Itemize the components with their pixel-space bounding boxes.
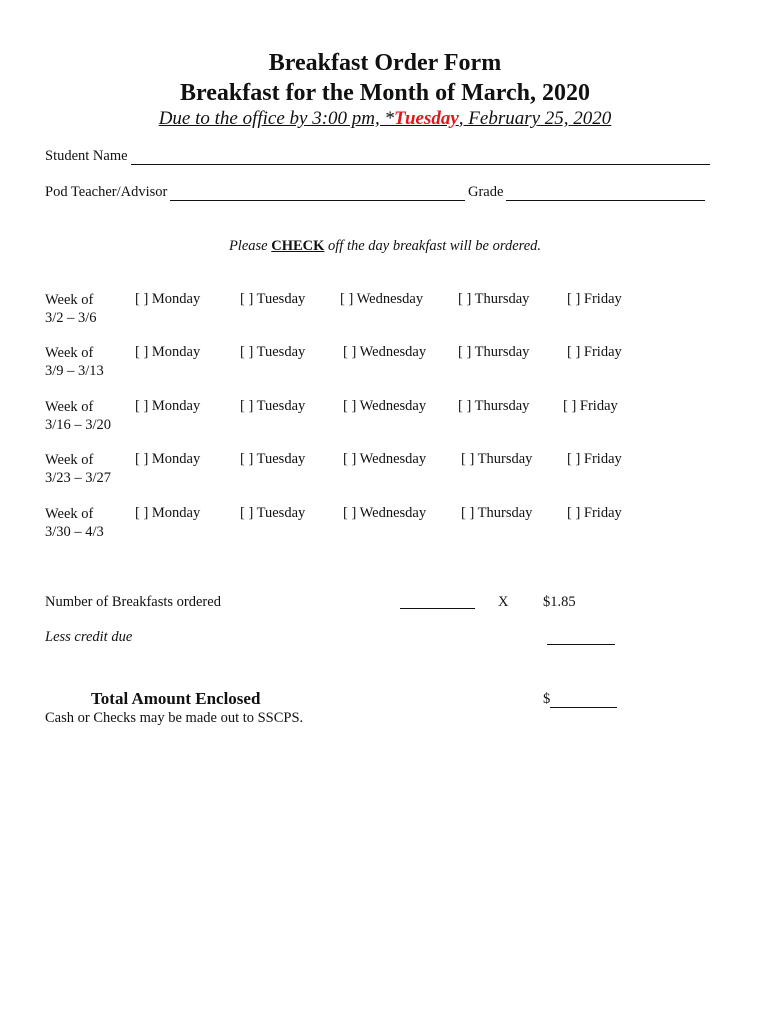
checkbox-monday[interactable]: [ ] Monday xyxy=(135,344,201,360)
pod-teacher-label: Pod Teacher/Advisor xyxy=(45,184,168,200)
checkbox-wednesday[interactable]: [ ] Wednesday xyxy=(343,398,427,414)
week-label xyxy=(45,291,97,327)
instructions-emphasis: CHECK xyxy=(271,238,325,254)
dollar-sign: $ xyxy=(543,691,551,707)
total-amount-line[interactable] xyxy=(550,693,617,708)
week-label-text: Week of xyxy=(45,345,94,361)
week-label-text: Week of xyxy=(45,452,94,468)
payment-note: Cash or Checks may be made out to SSCPS. xyxy=(45,710,304,726)
checkbox-monday[interactable]: [ ] Monday xyxy=(135,451,201,467)
week-label xyxy=(45,344,104,380)
checkbox-friday[interactable]: [ ] Friday xyxy=(567,505,622,521)
week-range: 3/2 – 3/6 xyxy=(45,310,97,326)
instructions-suffix: off the day breakfast will be ordered. xyxy=(324,238,542,254)
checkbox-thursday[interactable]: [ ] Thursday xyxy=(458,398,530,414)
week-label xyxy=(45,398,111,434)
checkbox-thursday[interactable]: [ ] Thursday xyxy=(461,505,533,521)
due-highlight-day: Tuesday xyxy=(394,108,459,129)
total-amount-field[interactable] xyxy=(543,691,617,708)
checkbox-tuesday[interactable]: [ ] Tuesday xyxy=(240,291,306,307)
week-range: 3/30 – 4/3 xyxy=(45,524,104,540)
total-label: Total Amount Enclosed xyxy=(91,689,261,708)
multiply-sign: X xyxy=(498,594,509,610)
checkbox-tuesday[interactable]: [ ] Tuesday xyxy=(240,451,306,467)
week-label-text: Week of xyxy=(45,292,94,308)
due-suffix: , February 25, 2020 xyxy=(458,108,612,129)
week-range: 3/9 – 3/13 xyxy=(45,363,104,379)
grade-label: Grade xyxy=(468,184,504,200)
checkbox-tuesday[interactable]: [ ] Tuesday xyxy=(240,505,306,521)
checkbox-thursday[interactable]: [ ] Thursday xyxy=(458,344,530,360)
checkbox-friday[interactable]: [ ] Friday xyxy=(563,398,618,414)
instructions xyxy=(0,238,770,255)
week-label xyxy=(45,505,104,541)
grade-line[interactable] xyxy=(506,186,705,201)
instructions-prefix: Please xyxy=(228,238,272,254)
week-range: 3/16 – 3/20 xyxy=(45,417,112,433)
checkbox-wednesday[interactable]: [ ] Wednesday xyxy=(343,344,427,360)
checkbox-tuesday[interactable]: [ ] Tuesday xyxy=(240,398,306,414)
week-label-text: Week of xyxy=(45,399,94,415)
due-date-notice xyxy=(0,108,770,130)
credit-label: Less credit due xyxy=(45,629,133,645)
week-label xyxy=(45,451,111,487)
pod-teacher-field[interactable] xyxy=(45,184,465,201)
form-title: Breakfast Order Form xyxy=(268,50,502,76)
pod-teacher-line[interactable] xyxy=(170,186,465,201)
form-subtitle: Breakfast for the Month of March, 2020 xyxy=(180,80,590,106)
checkbox-wednesday[interactable]: [ ] Wednesday xyxy=(343,505,427,521)
checkbox-friday[interactable]: [ ] Friday xyxy=(567,344,622,360)
checkbox-friday[interactable]: [ ] Friday xyxy=(567,291,622,307)
checkbox-tuesday[interactable]: [ ] Tuesday xyxy=(240,344,306,360)
checkbox-monday[interactable]: [ ] Monday xyxy=(135,398,201,414)
checkbox-monday[interactable]: [ ] Monday xyxy=(135,291,201,307)
student-name-line[interactable] xyxy=(131,150,710,165)
credit-line[interactable] xyxy=(547,630,615,645)
due-prefix: Due to the office by 3:00 pm, * xyxy=(158,108,395,129)
checkbox-thursday[interactable]: [ ] Thursday xyxy=(461,451,533,467)
checkbox-friday[interactable]: [ ] Friday xyxy=(567,451,622,467)
student-name-label: Student Name xyxy=(45,148,128,164)
grade-field[interactable] xyxy=(468,184,705,201)
checkbox-wednesday[interactable]: [ ] Wednesday xyxy=(340,291,424,307)
number-breakfasts-label: Number of Breakfasts ordered xyxy=(45,594,221,610)
student-name-field[interactable] xyxy=(45,148,710,165)
checkbox-thursday[interactable]: [ ] Thursday xyxy=(458,291,530,307)
week-range: 3/23 – 3/27 xyxy=(45,470,112,486)
checkbox-monday[interactable]: [ ] Monday xyxy=(135,505,201,521)
number-breakfasts-line[interactable] xyxy=(400,594,475,609)
price-per-breakfast: $1.85 xyxy=(543,594,576,610)
week-label-text: Week of xyxy=(45,506,94,522)
checkbox-wednesday[interactable]: [ ] Wednesday xyxy=(343,451,427,467)
